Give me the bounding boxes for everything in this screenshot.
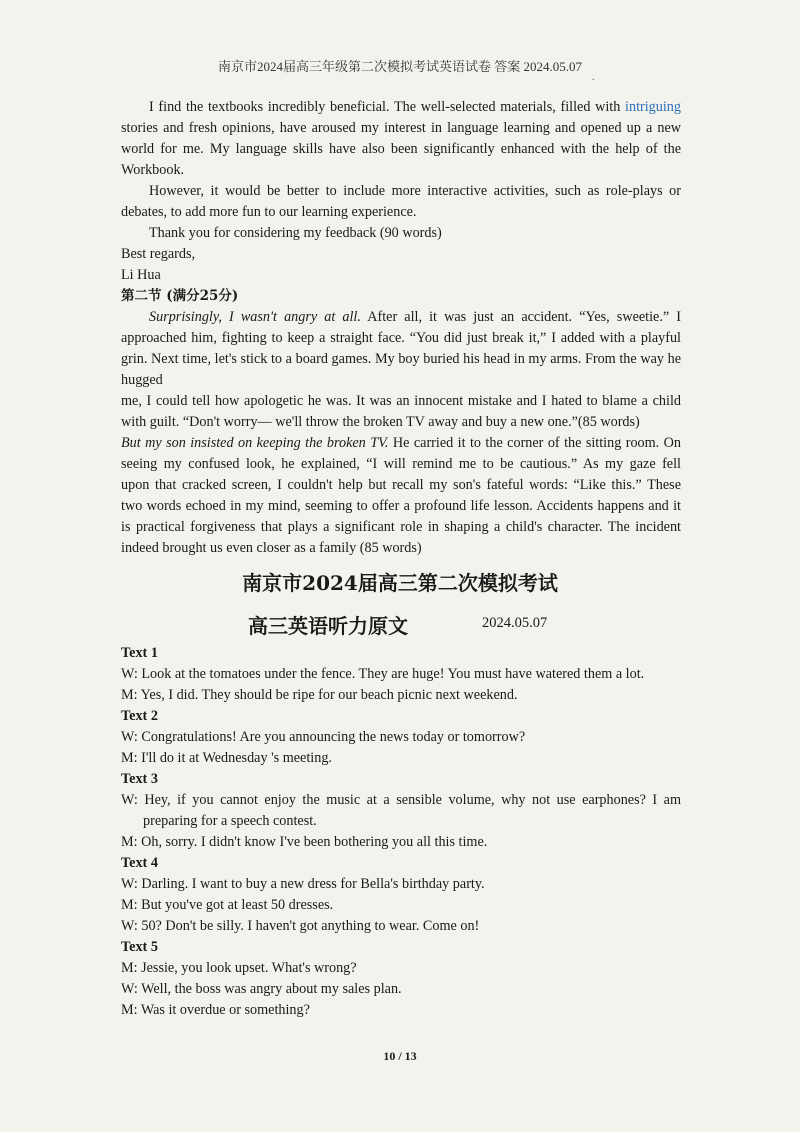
story-paragraph-1-line-5: me, I could tell how apologetic he was. It was an innocent mistake and I hated to blame a child [121, 393, 681, 409]
letter-signature: Li Hua [121, 267, 161, 283]
story-paragraph-1-line-4: hugged [121, 372, 163, 388]
story-paragraph-2-line-3: upon that cracked screen, I couldn't help but recall my son's fateful words: “Like this.” These [121, 477, 681, 493]
letter-paragraph-1-line-3: world for me. My language skills have also been significantly enhanced with the help of the [121, 141, 681, 157]
answer-section [121, 97, 681, 559]
story-paragraph-1-line-3: grin. Next time, let's stick to a board games. My boy buried his head in my arms. From the way he [121, 351, 681, 367]
highlighted-word: intriguing [625, 99, 681, 115]
dialogue-line: M: Oh, sorry. I didn't know I've been bothering you all this time. [121, 834, 488, 850]
given-sentence-2: But my son insisted on keeping the broken TV. [121, 435, 389, 451]
listening-transcript [121, 643, 681, 1021]
story-paragraph-2-line-1 [121, 433, 681, 454]
dialogue-line: W: Look at the tomatoes under the fence. They are huge! You must have watered them a lot. [121, 666, 645, 682]
letter-paragraph-1-line-4: Workbook. [121, 162, 185, 178]
transcript-date: 2024.05.07 [482, 615, 548, 631]
letter-paragraph-1-line-2: stories and fresh opinions, have aroused my interest in language learning and opened up a new [121, 120, 681, 136]
dialogue-line: W: Congratulations! Are you announcing the news today or tomorrow? [121, 729, 526, 745]
text-2-label: Text 2 [121, 708, 158, 724]
dialogue-line: M: Was it overdue or something? [121, 1002, 310, 1018]
story-paragraph-1-line-6: with guilt. “Don't worry— we'll throw the broken TV away and buy a new one.”(85 words) [121, 414, 640, 430]
page-number: 10 / 13 [383, 1049, 417, 1063]
story-paragraph-2-line-4: two words echoed in my mind, seeming to offer a profound life lesson. Accidents happens and it [121, 498, 681, 514]
text-3-label: Text 3 [121, 771, 158, 787]
story-paragraph-2-line-6: indeed brought us even closer as a family (85 words) [121, 540, 422, 556]
letter-text: I find the textbooks incredibly beneficial. The well-selected materials, filled with [149, 99, 626, 115]
letter-paragraph-1-line-1 [121, 97, 681, 118]
dialogue-line: M: I'll do it at Wednesday 's meeting. [121, 750, 332, 766]
dialogue-line: W: Darling. I want to buy a new dress for Bella's birthday party. [121, 876, 485, 892]
header-mark: . [592, 72, 595, 83]
dialogue-line: W: Well, the boss was angry about my sales plan. [121, 981, 402, 997]
dialogue-line: M: Jessie, you look upset. What's wrong? [121, 960, 357, 976]
text-4-label: Text 4 [121, 855, 158, 871]
story-paragraph-2-line-5: is practical forgiveness that plays a significant role in shaping a child's character. The incident [121, 519, 681, 535]
letter-paragraph-2-line-1: However, it would be better to include more interactive activities, such as role-plays or [149, 183, 681, 199]
transcript-title: 南京市2024届高三第二次模拟考试 [242, 571, 558, 595]
dialogue-line: W: Hey, if you cannot enjoy the music at a sensible volume, why not use earphones? I am preparing for a speech contest. [121, 792, 681, 829]
story-paragraph-1-line-1 [121, 307, 681, 328]
story-paragraph-2-line-2: seeing my confused look, he explained, “I will remind me to be cautious.” As my gaze fell [121, 456, 681, 472]
letter-closing: Best regards, [121, 246, 196, 262]
section-2-heading: 第二节 (满分25分) [121, 288, 239, 304]
dialogue-line: W: 50? Don't be silly. I haven't got anything to wear. Come on! [121, 918, 480, 934]
transcript-subtitle: 高三英语听力原文 [248, 614, 408, 638]
text-5-label: Text 5 [121, 939, 158, 955]
given-sentence-1: Surprisingly, I wasn't angry at all. [149, 309, 361, 325]
dialogue-line: M: But you've got at least 50 dresses. [121, 897, 334, 913]
story-paragraph-1-line-2: approached him, fighting to keep a straight face. “You did just break it,” I added with a playful [121, 330, 681, 346]
story-text: After all, it was just an accident. “Yes, sweetie.” I [360, 309, 682, 325]
running-header: 南京市2024届高三年级第二次模拟考试英语试卷 答案 2024.05.07 [217, 59, 582, 74]
dialogue-line: M: Yes, I did. They should be ripe for our beach picnic next weekend. [121, 687, 518, 703]
letter-paragraph-3: Thank you for considering my feedback (90 words) [149, 225, 442, 241]
text-1-label: Text 1 [121, 645, 158, 661]
story-text: He carried it to the corner of the sitting room. On [388, 435, 681, 451]
letter-paragraph-2-line-2: debates, to add more fun to our learning experience. [121, 204, 417, 220]
